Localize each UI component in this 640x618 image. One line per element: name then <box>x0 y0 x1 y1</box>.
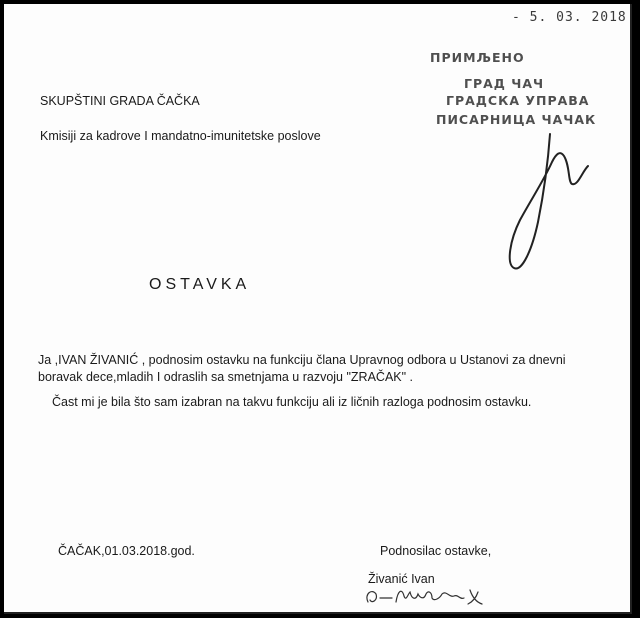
document-page <box>4 4 632 614</box>
signer-label: Podnosilac ostavke, <box>380 544 492 558</box>
signer-name: Živanić Ivan <box>368 572 435 586</box>
body-paragraph-1-line-2: boravak dece,mladih I odraslih sa smetnjama u razvoju "ZRAČAK" . <box>38 370 414 384</box>
handwritten-signature <box>362 584 492 608</box>
body-paragraph-2: Čast mi je bila što sam izabran na takvu funkciju ali iz ličnih razloga podnosim ostavku. <box>52 395 532 409</box>
received-date-stamp: - 5. 03. 2018 <box>512 10 627 25</box>
stamp-line-3: ГРАДСКА УПРАВА <box>446 93 590 108</box>
addressee-line-2: Kmisiji za kadrove I mandatno-imunitetske poslove <box>40 129 321 143</box>
body-paragraph-1-line-1: Ja ,IVAN ŽIVANIĆ , podnosim ostavku na funkciju člana Upravnog odbora u Ustanovi za dnevni <box>38 353 566 367</box>
addressee-line-1: SKUPŠTINI GRADA ČAČKA <box>40 94 200 108</box>
place-and-date: ČAČAK,01.03.2018.god. <box>58 544 195 558</box>
stamp-line-4: ПИСАРНИЦА ЧАЧАК <box>436 112 597 127</box>
stamp-line-2: ГРАД ЧАЧ <box>464 76 545 91</box>
registry-signature-mark <box>504 122 594 282</box>
stamp-line-1: ПРИМЉЕНО <box>430 50 525 65</box>
document-title: OSTAVKA <box>149 276 251 293</box>
